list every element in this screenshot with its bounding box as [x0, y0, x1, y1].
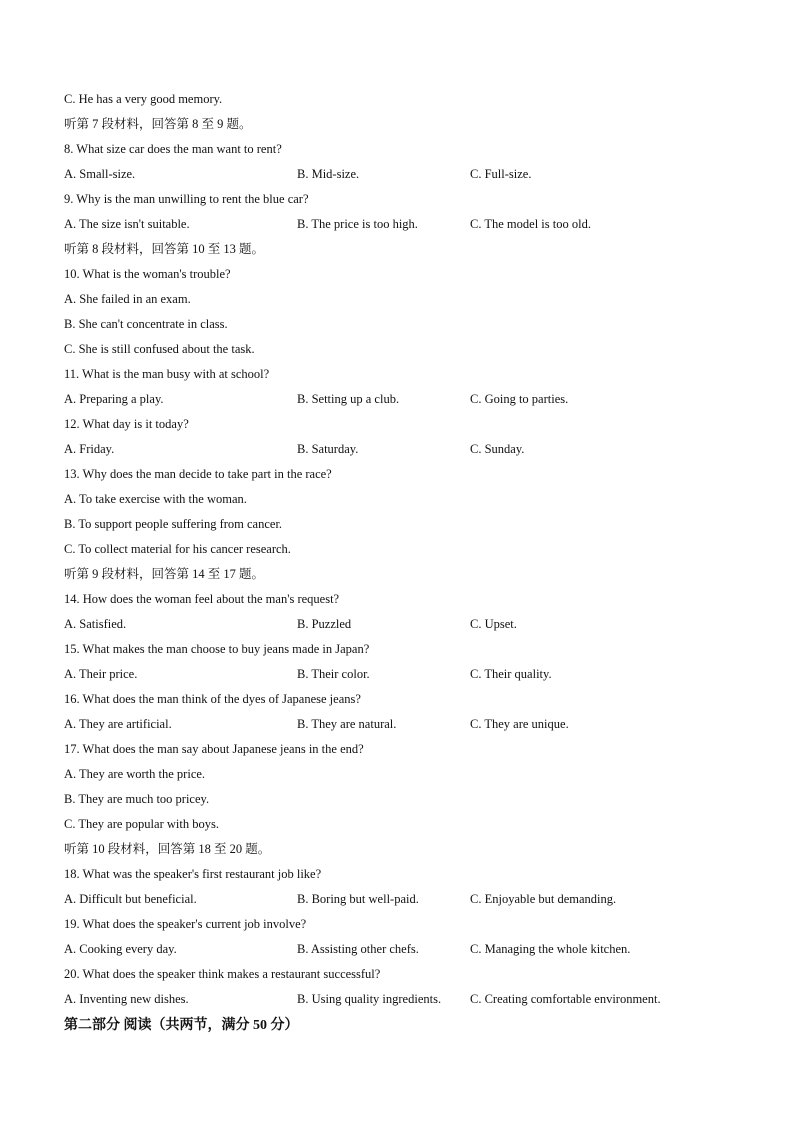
option-a: A. Cooking every day. — [64, 942, 177, 956]
line-text: A. She failed in an exam. — [64, 292, 191, 306]
option-b: B. Setting up a club. — [297, 392, 400, 406]
text-line — [64, 141, 744, 157]
option-row — [64, 166, 744, 182]
line-text: 16. What does the man think of the dyes of Japanese jeans? — [64, 692, 361, 706]
line-text: 听第 10 段材料，回答第 18 至 20 题。 — [64, 842, 271, 856]
line-text: 14. How does the woman feel about the man's request? — [64, 592, 340, 606]
option-a: A. Friday. — [64, 442, 115, 456]
section-heading-text: 第二部分 阅读（共两节，满分 50 分） — [64, 1018, 299, 1033]
option-c: C. The model is too old. — [470, 217, 591, 231]
text-line — [64, 416, 744, 432]
line-text: 9. Why is the man unwilling to rent the blue car? — [64, 192, 309, 206]
option-c: C. Full-size. — [470, 167, 532, 181]
text-line — [64, 516, 744, 532]
option-row — [64, 716, 744, 732]
line-text: C. She is still confused about the task. — [64, 342, 255, 356]
text-line — [64, 816, 744, 832]
line-text: C. To collect material for his cancer research. — [64, 542, 291, 556]
option-c: C. They are unique. — [470, 717, 569, 731]
line-text: 11. What is the man busy with at school? — [64, 367, 270, 381]
text-line — [64, 916, 744, 932]
text-line — [64, 841, 744, 857]
option-a: A. Inventing new dishes. — [64, 992, 189, 1006]
option-row — [64, 891, 744, 907]
option-b: B. They are natural. — [297, 717, 397, 731]
option-b: B. The price is too high. — [297, 217, 418, 231]
line-text: 20. What does the speaker think makes a restaurant successful? — [64, 967, 381, 981]
line-text: 15. What makes the man choose to buy jeans made in Japan? — [64, 642, 370, 656]
option-c: C. Managing the whole kitchen. — [470, 942, 631, 956]
option-a: A. The size isn't suitable. — [64, 217, 190, 231]
option-row — [64, 441, 744, 457]
text-line — [64, 316, 744, 332]
line-text: 听第 7 段材料，回答第 8 至 9 题。 — [64, 117, 252, 131]
line-text: C. He has a very good memory. — [64, 92, 223, 106]
line-text: 12. What day is it today? — [64, 417, 189, 431]
text-line — [64, 266, 744, 282]
option-b: B. Boring but well-paid. — [297, 892, 419, 906]
option-c: C. Enjoyable but demanding. — [470, 892, 617, 906]
text-line — [64, 566, 744, 582]
option-row — [64, 941, 744, 957]
line-text: 听第 9 段材料，回答第 14 至 17 题。 — [64, 567, 265, 581]
line-text: B. To support people suffering from cancer. — [64, 517, 283, 531]
text-line — [64, 341, 744, 357]
text-line — [64, 741, 744, 757]
option-row — [64, 216, 744, 232]
text-line — [64, 291, 744, 307]
option-a: A. Their price. — [64, 667, 138, 681]
option-b: B. Assisting other chefs. — [297, 942, 419, 956]
text-line — [64, 241, 744, 257]
line-text: 听第 8 段材料，回答第 10 至 13 题。 — [64, 242, 265, 256]
option-a: A. They are artificial. — [64, 717, 172, 731]
option-c: C. Their quality. — [470, 667, 552, 681]
option-row — [64, 616, 744, 632]
line-text: B. They are much too pricey. — [64, 792, 210, 806]
text-line — [64, 541, 744, 557]
option-a: A. Preparing a play. — [64, 392, 164, 406]
option-c: C. Going to parties. — [470, 392, 569, 406]
text-line — [64, 366, 744, 382]
line-text: B. She can't concentrate in class. — [64, 317, 228, 331]
option-a: A. Small-size. — [64, 167, 136, 181]
option-b: B. Using quality ingredients. — [297, 992, 442, 1006]
text-line — [64, 491, 744, 507]
text-line — [64, 766, 744, 782]
option-row — [64, 391, 744, 407]
text-line — [64, 191, 744, 207]
option-c: C. Creating comfortable environment. — [470, 992, 661, 1006]
line-text: A. To take exercise with the woman. — [64, 492, 247, 506]
line-text: 19. What does the speaker's current job involve? — [64, 917, 307, 931]
line-text: A. They are worth the price. — [64, 767, 206, 781]
line-text: 18. What was the speaker's first restaurant job like? — [64, 867, 322, 881]
option-b: B. Their color. — [297, 667, 370, 681]
line-text: 10. What is the woman's trouble? — [64, 267, 231, 281]
text-line — [64, 591, 744, 607]
option-a: A. Satisfied. — [64, 617, 127, 631]
option-c: C. Sunday. — [470, 442, 525, 456]
option-b: B. Mid-size. — [297, 167, 360, 181]
line-text: 13. Why does the man decide to take part in the race? — [64, 467, 332, 481]
line-text: 17. What does the man say about Japanese jeans in the end? — [64, 742, 364, 756]
text-line — [64, 641, 744, 657]
text-line — [64, 116, 744, 132]
option-b: B. Puzzled — [297, 617, 352, 631]
text-line — [64, 466, 744, 482]
text-line — [64, 691, 744, 707]
section-heading — [64, 1017, 744, 1033]
option-row — [64, 666, 744, 682]
line-text: C. They are popular with boys. — [64, 817, 219, 831]
text-line — [64, 91, 744, 107]
option-b: B. Saturday. — [297, 442, 359, 456]
text-line — [64, 966, 744, 982]
line-text: 8. What size car does the man want to rent? — [64, 142, 282, 156]
text-line — [64, 866, 744, 882]
option-c: C. Upset. — [470, 617, 517, 631]
option-a: A. Difficult but beneficial. — [64, 892, 197, 906]
option-row — [64, 991, 744, 1007]
text-line — [64, 791, 744, 807]
